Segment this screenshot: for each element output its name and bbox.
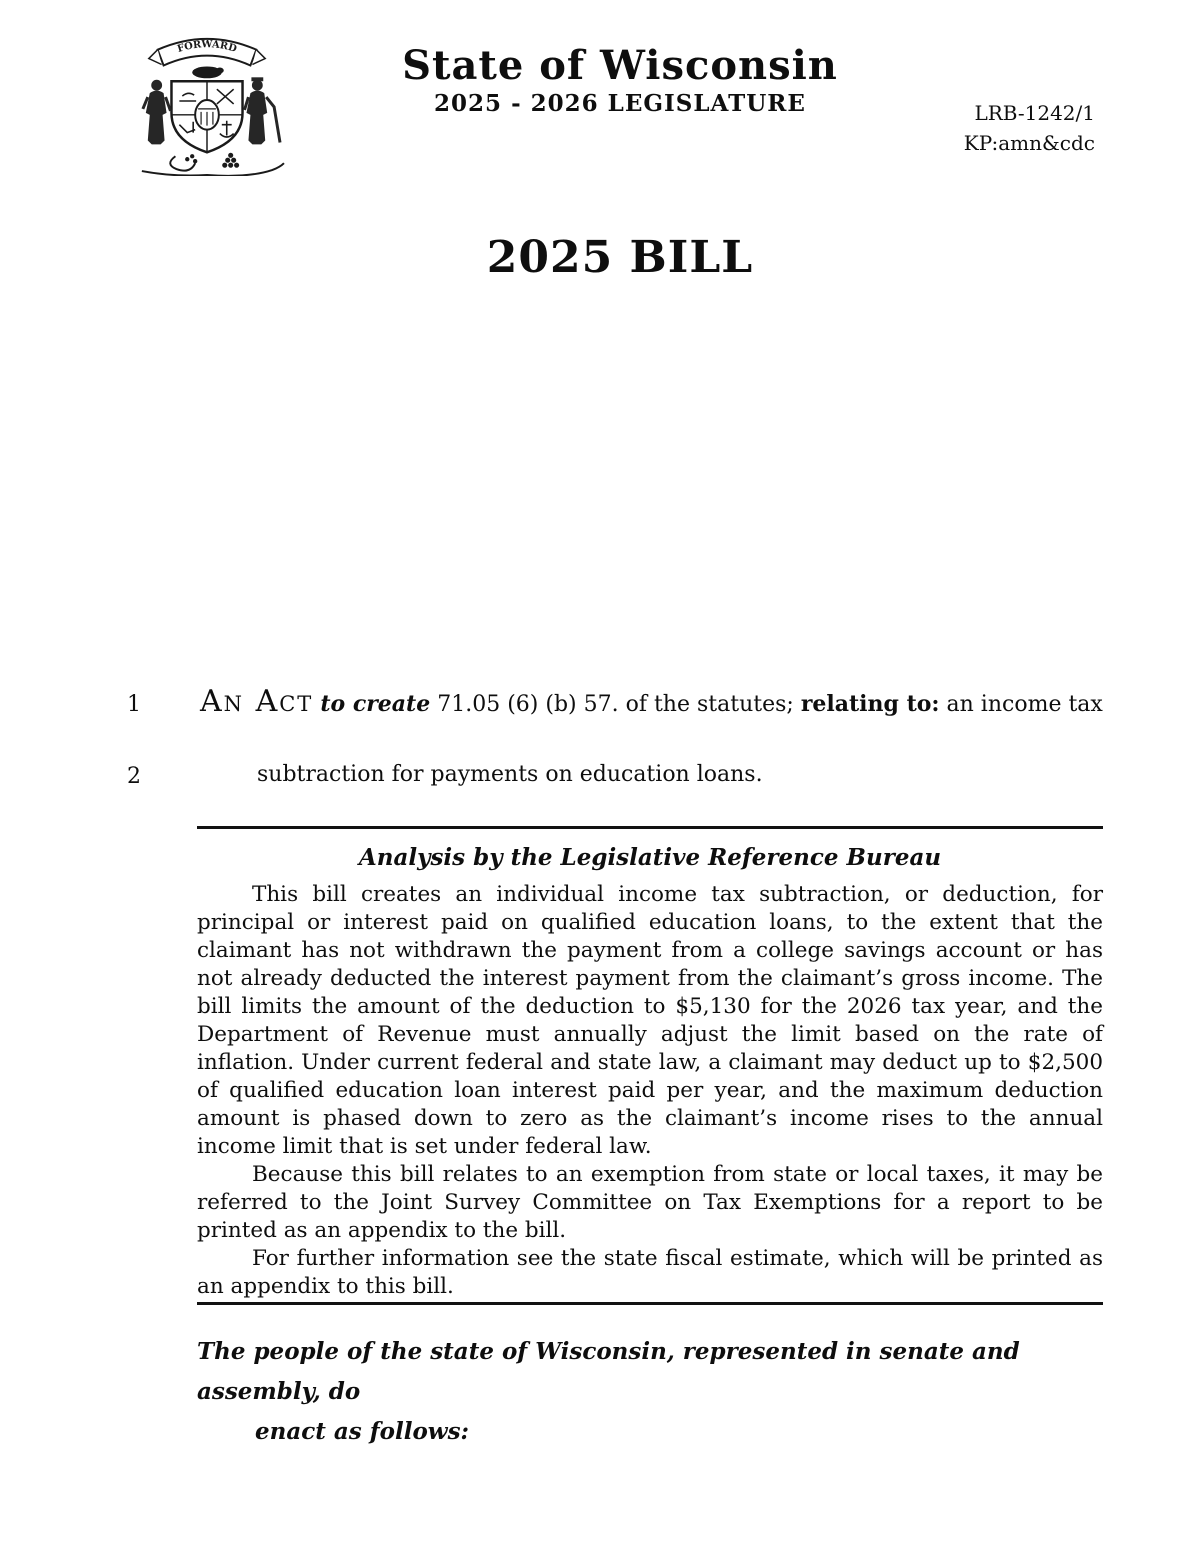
analysis-paragraph: This bill creates an individual income tax subtraction, or deduction, for principal or interest paid on qualified education loans, to the extent that the claimant has not withdrawn the payment from a college savings account or has not already deducted the interest payment from the claimant’s gross income. The bill limits the amount of the deduction to $5,130 for the 2026 tax year, and the Department of Revenue must annually adjust the limit based on the rate of inflation. Under current federal and state law, a claimant may deduct up to $2,500 of qualified education loan interest paid per year, and the maximum deduction amount is phased down to zero as the claimant’s income rises to the annual income limit that is set under federal law. [197,882,1103,1159]
masthead [330,44,910,117]
wisconsin-coat-of-arms-icon [128,26,286,176]
enacting-clause [197,1332,1117,1452]
legislature-term: 2025 - 2026 LEGISLATURE [434,90,806,117]
lrb-number: LRB-1242/1 [974,101,1095,125]
ground-line [142,163,284,176]
enacting-clause-line1: The people of the state of Wisconsin, represented in senate and assembly, do [197,1338,1020,1405]
drafter-initials: KP:amn&cdc [963,131,1095,155]
cornucopia-icon [170,156,195,170]
analysis-body [197,881,1103,1301]
miner-figure [245,77,281,144]
bill-title: 2025 BILL [486,232,754,283]
sailor-figure [143,80,171,145]
line-number-2: 2 [127,764,141,789]
analysis-heading: Analysis by the Legislative Reference Bureau [358,844,942,871]
enacting-clause-line2: enact as follows: [255,1418,470,1445]
forward-banner-text: FORWARD [176,39,238,55]
analysis-paragraph: For further information see the state fiscal estimate, which will be printed as an appendix to this bill. [197,1246,1103,1299]
analysis-paragraph: Because this bill relates to an exemption from state or local taxes, it may be referred to the Joint Survey Committee on Tax Exemptions for a report to be printed as an appendix to the bill. [197,1162,1103,1243]
analysis-divider-top [197,826,1103,829]
an-act-label: An Act [200,684,314,719]
state-name: State of Wisconsin [402,42,838,89]
act-opening-line [200,684,1160,719]
analysis-divider-bottom [197,1302,1103,1305]
line-number-1: 1 [127,692,141,717]
relating-to-text: an income tax [946,692,1103,717]
to-create-label: to create [320,691,431,717]
statute-reference: 71.05 (6) (b) 57. of the statutes; [437,692,794,717]
act-continuation-line: subtraction for payments on education loans. [257,762,763,787]
relating-to-label: relating to: [800,691,940,717]
lrb-block [860,98,1095,158]
